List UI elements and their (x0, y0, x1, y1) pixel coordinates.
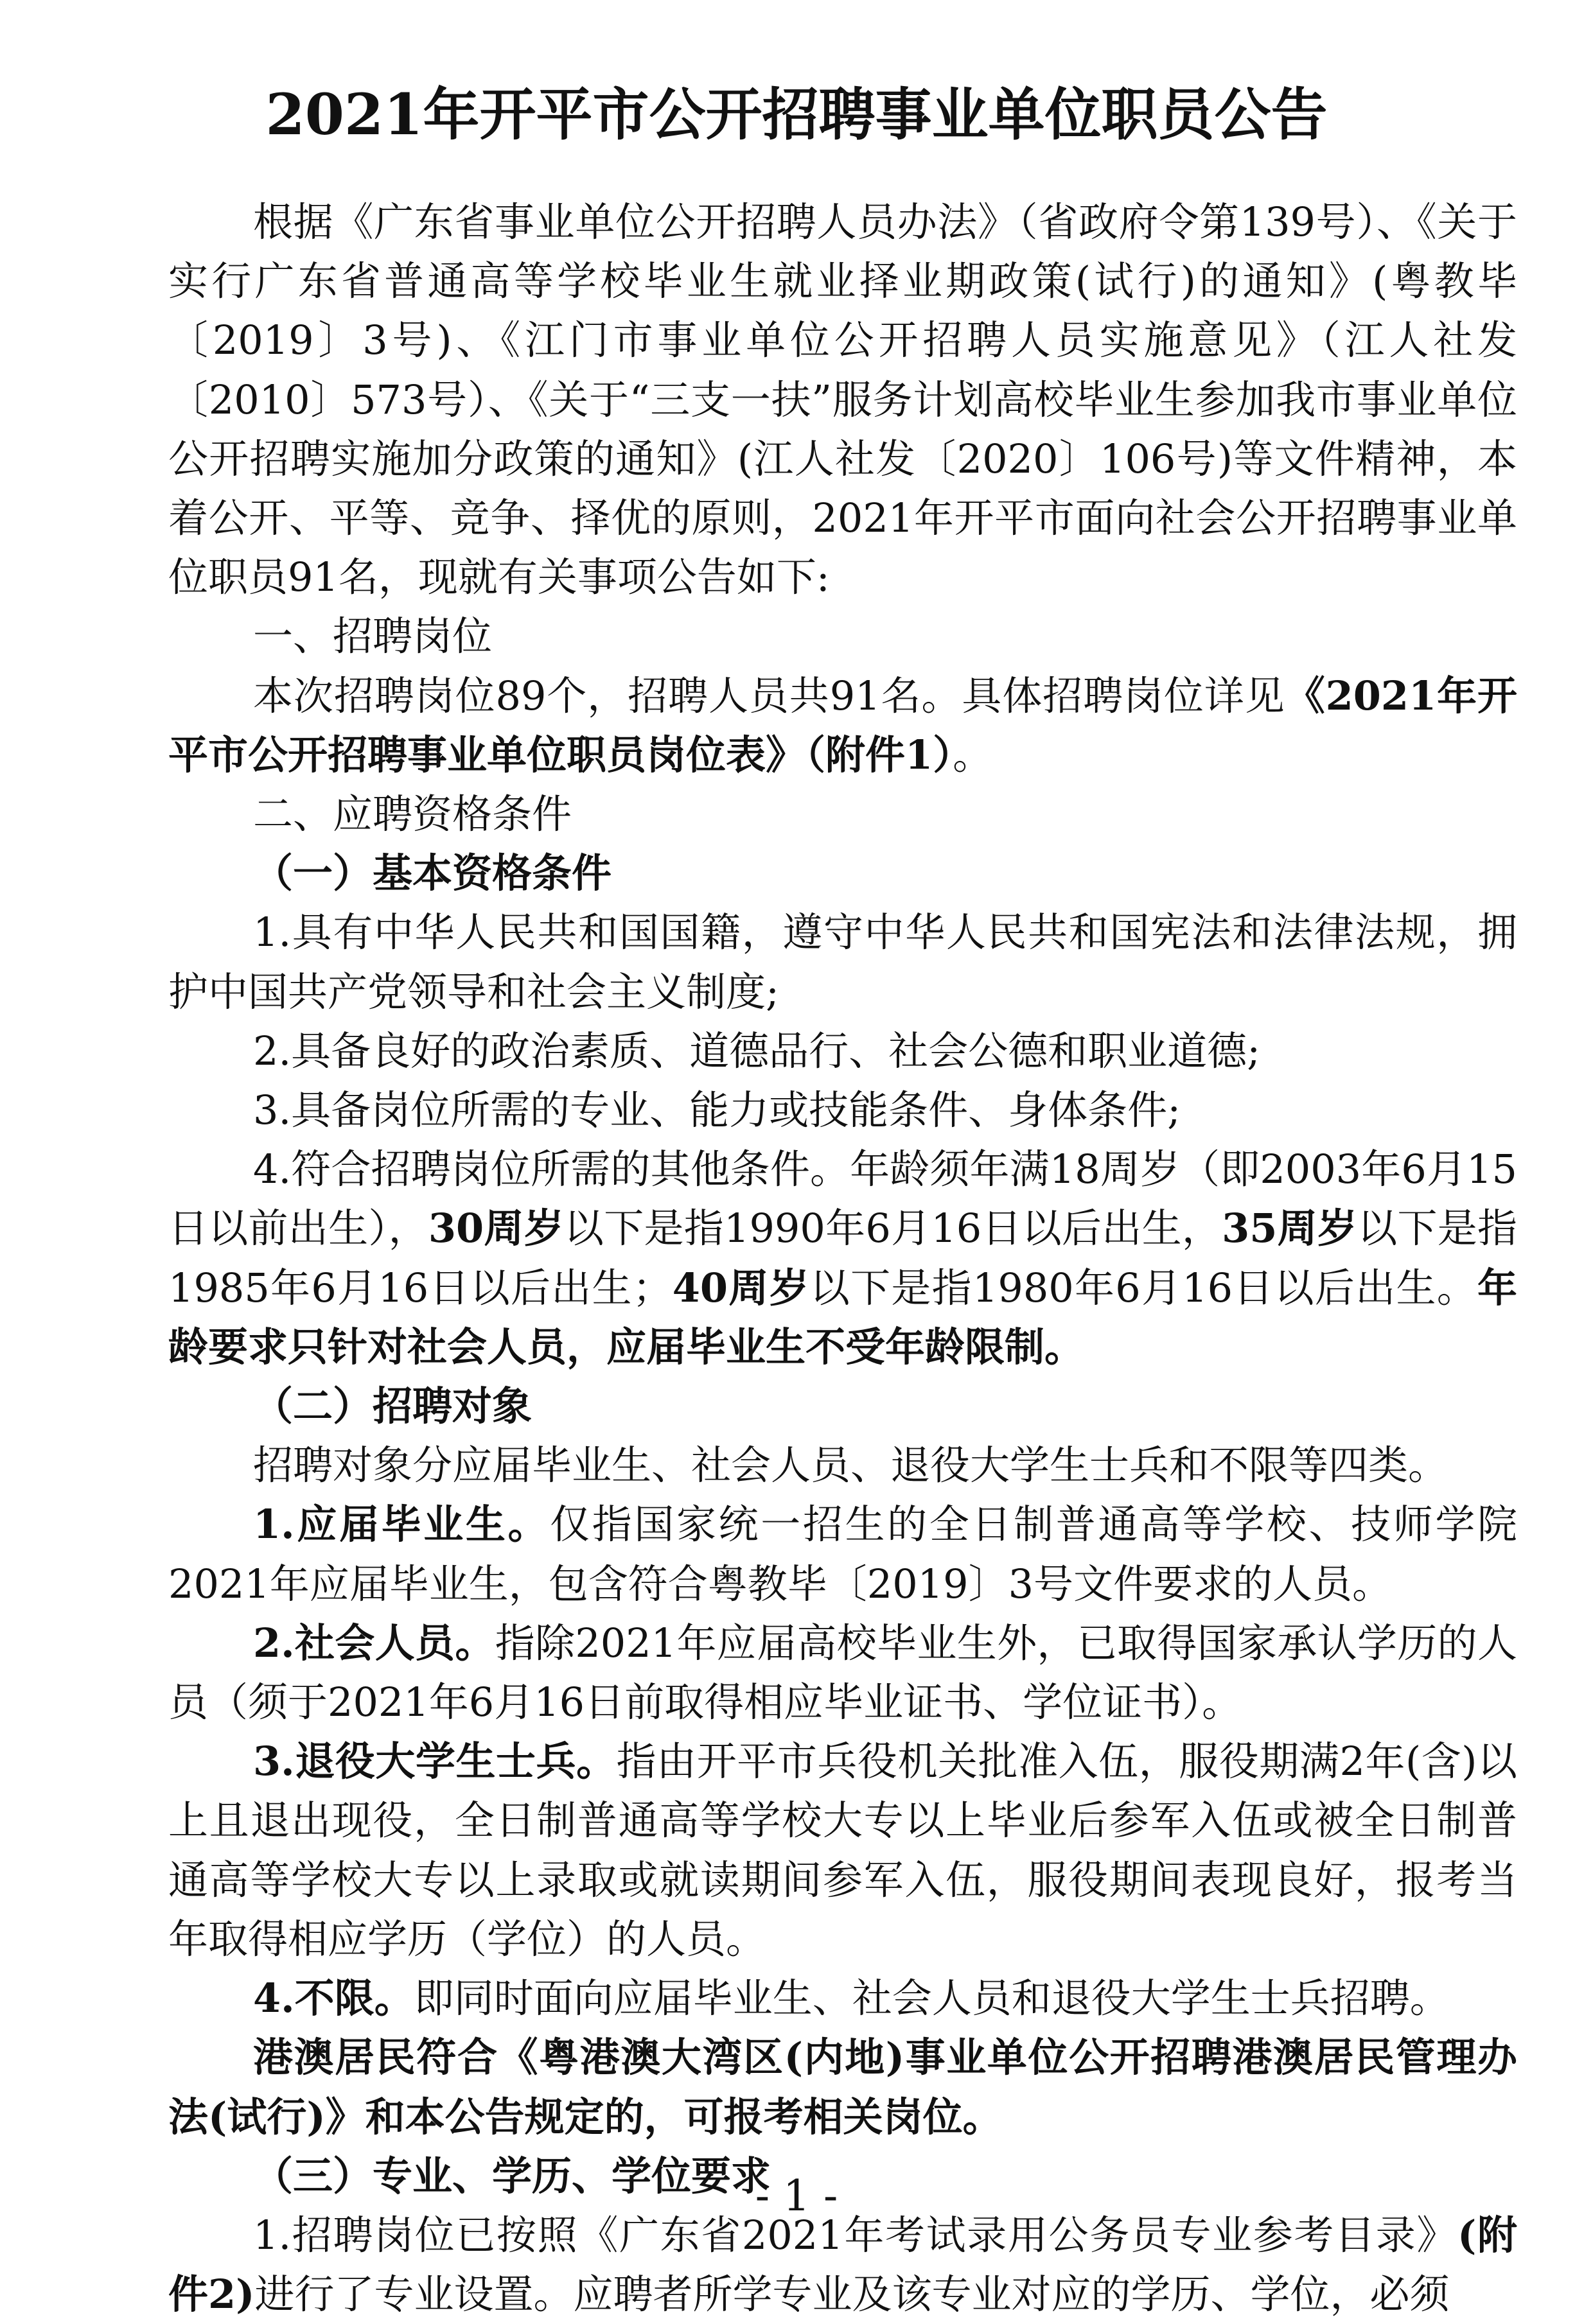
paragraph: 港澳居民符合《粤港澳大湾区(内地)事业单位公开招聘港澳居民管理办法(试行)》和本公告规定的，可报考相关岗位。 (168, 2034, 1517, 2140)
text: 4.符合招聘岗位所需的其他条件。年龄须年满18周岁（即2003年6月15日以前出生）， (168, 1146, 1517, 1252)
text: 以下是指1990年6月16日以后出生， (563, 1205, 1222, 1252)
document-title: 2021年开平市公开招聘事业单位职员公告 (265, 81, 1328, 148)
emphasis: 40周岁 (672, 1264, 810, 1311)
page-number: - 1 - (755, 2171, 838, 2221)
attachment-reference: (附件2) (168, 2211, 1517, 2318)
list-item (168, 1969, 1517, 2028)
text: 本次招聘岗位89个，招聘人员共91名。具体招聘岗位详见 (253, 672, 1285, 719)
list-item (168, 1732, 1517, 1969)
section-heading: 一、招聘岗位 (253, 613, 493, 660)
subsection-heading: （三）专业、学历、学位要求 (253, 2152, 771, 2199)
intro-paragraph: 根据《广东省事业单位公开招聘人员办法》（省政府令第139号）、《关于实行广东省普通高等学校毕业生就业择业期政策(试行)的通知》(粤教毕〔2019〕3号)、《江门市事业单位公开招聘人员实施意见》（江人社发〔2010〕573号）、《关于“三支一扶”服务计划高校毕业生参加我市事业单位公开招聘实施加分政策的通知》(江人社发〔2020〕106号)等文件精神，本着公开、平等、竞争、择优的原则，2021年开平市面向社会公开招聘事业单位职员91名，现就有关事项公告如下: (168, 198, 1517, 601)
item-label: 3.退役大学生士兵。 (253, 1738, 617, 1785)
emphasis: 年龄要求只针对社会人员，应届毕业生不受年龄限制。 (168, 1264, 1518, 1370)
text: 。 (953, 731, 993, 778)
subsection-heading: （一）基本资格条件 (253, 850, 612, 897)
text: 指由开平市兵役机关批准入伍，服役期满2年(含)以上且退出现役，全日制普通高等学校大专以上毕业后参军入伍或被全日制普通高等学校大专以上录取或就读期间参军入伍，服役期间表现良好，报考当年取得相应学历（学位）的人员。 (168, 1738, 1517, 1962)
attachment-reference: 《2021年开平市公开招聘事业单位职员岗位表》（附件1） (168, 672, 1517, 778)
list-item (168, 1140, 1517, 1377)
paragraph (168, 667, 1517, 785)
item-label: 4.不限。 (253, 1975, 414, 2022)
emphasis: 35周岁 (1222, 1205, 1358, 1252)
text: 以下是指1985年6月16日以后出生； (168, 1205, 1518, 1311)
text: 仅指国家统一招生的全日制普通高等学校、技师学院2021年应届毕业生，包含符合粤教毕〔2019〕3号文件要求的人员。 (168, 1501, 1517, 1607)
item-label: 1.应届毕业生。 (253, 1501, 550, 1548)
emphasis: 30周岁 (428, 1205, 564, 1252)
list-item: 2.具备良好的政治素质、道德品行、社会公德和职业道德; (253, 1027, 1261, 1074)
section-heading: 二、应聘资格条件 (253, 791, 572, 838)
list-item (168, 2206, 1517, 2324)
document-body (168, 193, 1517, 2324)
item-label: 2.社会人员。 (253, 1619, 495, 1666)
list-item: 3.具备岗位所需的专业、能力或技能条件、身体条件; (253, 1087, 1181, 1134)
list-item (168, 1614, 1517, 1732)
text: 进行了专业设置。应聘者所学专业及该专业对应的学历、学位，必须 (254, 2271, 1450, 2318)
subsection-heading: （二）招聘对象 (253, 1383, 532, 1430)
text: 指除2021年应届高校毕业生外，已取得国家承认学历的人员（须于2021年6月16日前取得相应毕业证书、学位证书）。 (168, 1619, 1517, 1726)
text: 即同时面向应届毕业生、社会人员和退役大学生士兵招聘。 (414, 1975, 1450, 2022)
text: 1.招聘岗位已按照《广东省2021年考试录用公务员专业参考目录》 (253, 2211, 1457, 2258)
text: 以下是指1980年6月16日以后出生。 (809, 1264, 1477, 1311)
list-item (168, 1495, 1517, 1613)
list-item: 1.具有中华人民共和国国籍，遵守中华人民共和国宪法和法律法规，拥护中国共产党领导和社会主义制度; (168, 909, 1517, 1015)
paragraph: 招聘对象分应届毕业生、社会人员、退役大学生士兵和不限等四类。 (253, 1442, 1448, 1489)
